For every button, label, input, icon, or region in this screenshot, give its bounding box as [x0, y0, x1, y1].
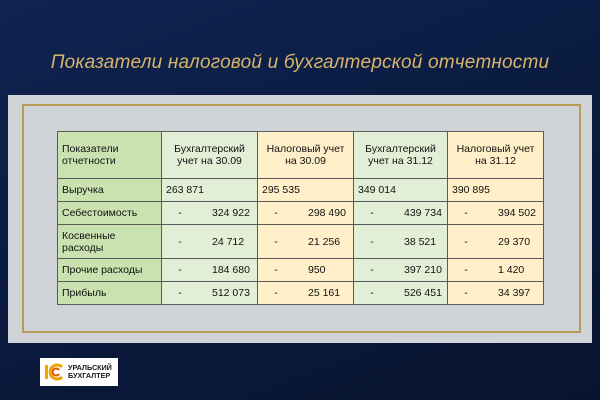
header-accounting-3009: Бухгалтерский учет на 30.09: [162, 132, 258, 179]
table-cell: [162, 259, 258, 282]
minus-sign: -: [178, 287, 182, 299]
table-cell: [448, 282, 544, 305]
table-cell: [258, 282, 354, 305]
minus-sign: -: [464, 287, 468, 299]
logo-text: [68, 364, 112, 380]
row-label: Прибыль: [58, 282, 162, 305]
table-row: [58, 259, 544, 282]
table-cell: [354, 202, 448, 225]
cell-value: 397 210: [404, 264, 442, 276]
row-label: Себестоимость: [58, 202, 162, 225]
cell-value: 512 073: [212, 287, 250, 299]
report-table-container: [57, 131, 543, 305]
table-row: [58, 282, 544, 305]
table-cell: [162, 282, 258, 305]
cell-value: 950: [308, 264, 326, 276]
table-header-row: [58, 132, 544, 179]
header-tax-3112: Налоговый учет на 31.12: [448, 132, 544, 179]
header-indicator: Показатели отчетности: [58, 132, 162, 179]
minus-sign: -: [274, 287, 278, 299]
cell-value: 390 895: [452, 184, 490, 196]
header-tax-3009: Налоговый учет на 30.09: [258, 132, 354, 179]
minus-sign: -: [464, 235, 468, 248]
cell-value: 263 871: [166, 184, 204, 196]
cell-value: 439 734: [404, 207, 442, 219]
cell-value: 298 490: [308, 207, 346, 219]
minus-sign: -: [274, 207, 278, 219]
row-label: Прочие расходы: [58, 259, 162, 282]
table-cell: [258, 202, 354, 225]
report-table: [57, 131, 544, 305]
table-cell: [258, 179, 354, 202]
cell-value: 25 161: [308, 287, 341, 299]
minus-sign: -: [178, 264, 182, 276]
cell-value: 394 502: [498, 207, 536, 219]
table-cell: [162, 225, 258, 259]
table-row: [58, 225, 544, 259]
table-cell: [258, 225, 354, 259]
table-cell: [354, 225, 448, 259]
cell-value: 1 420: [498, 264, 525, 276]
company-logo: [40, 358, 118, 386]
table-cell: [448, 225, 544, 259]
cell-value: 295 535: [262, 184, 300, 196]
cell-value: 349 014: [358, 184, 396, 196]
cell-value: 324 922: [212, 207, 250, 219]
table-cell: [354, 282, 448, 305]
row-label: Выручка: [58, 179, 162, 202]
cell-value: 34 397: [498, 287, 531, 299]
cell-value: 24 712: [212, 235, 245, 248]
table-cell: [448, 179, 544, 202]
row-label: Косвенные расходы: [58, 225, 162, 259]
cell-value: 29 370: [498, 235, 531, 248]
table-row: [58, 202, 544, 225]
table-cell: [162, 202, 258, 225]
table-row: [58, 179, 544, 202]
slide-title: Показатели налоговой и бухгалтерской отчетности: [50, 52, 550, 73]
logo-line-1: УРАЛЬСКИЙ: [68, 363, 112, 372]
minus-sign: -: [178, 235, 182, 248]
table-cell: [162, 179, 258, 202]
minus-sign: -: [370, 264, 374, 276]
table-cell: [258, 259, 354, 282]
table-cell: [448, 259, 544, 282]
ural-accountant-logo-icon: [43, 361, 65, 383]
minus-sign: -: [274, 264, 278, 276]
cell-value: 38 521: [404, 235, 437, 248]
cell-value: 184 680: [212, 264, 250, 276]
minus-sign: -: [274, 235, 278, 248]
logo-line-2: БУХГАЛТЕР: [68, 371, 111, 380]
header-accounting-3112: Бухгалтерский учет на 31.12: [354, 132, 448, 179]
table-cell: [354, 179, 448, 202]
table-cell: [448, 202, 544, 225]
minus-sign: -: [464, 207, 468, 219]
minus-sign: -: [370, 235, 374, 248]
minus-sign: -: [370, 207, 374, 219]
minus-sign: -: [464, 264, 468, 276]
minus-sign: -: [370, 287, 374, 299]
cell-value: 21 256: [308, 235, 341, 248]
minus-sign: -: [178, 207, 182, 219]
table-cell: [354, 259, 448, 282]
cell-value: 526 451: [404, 287, 442, 299]
